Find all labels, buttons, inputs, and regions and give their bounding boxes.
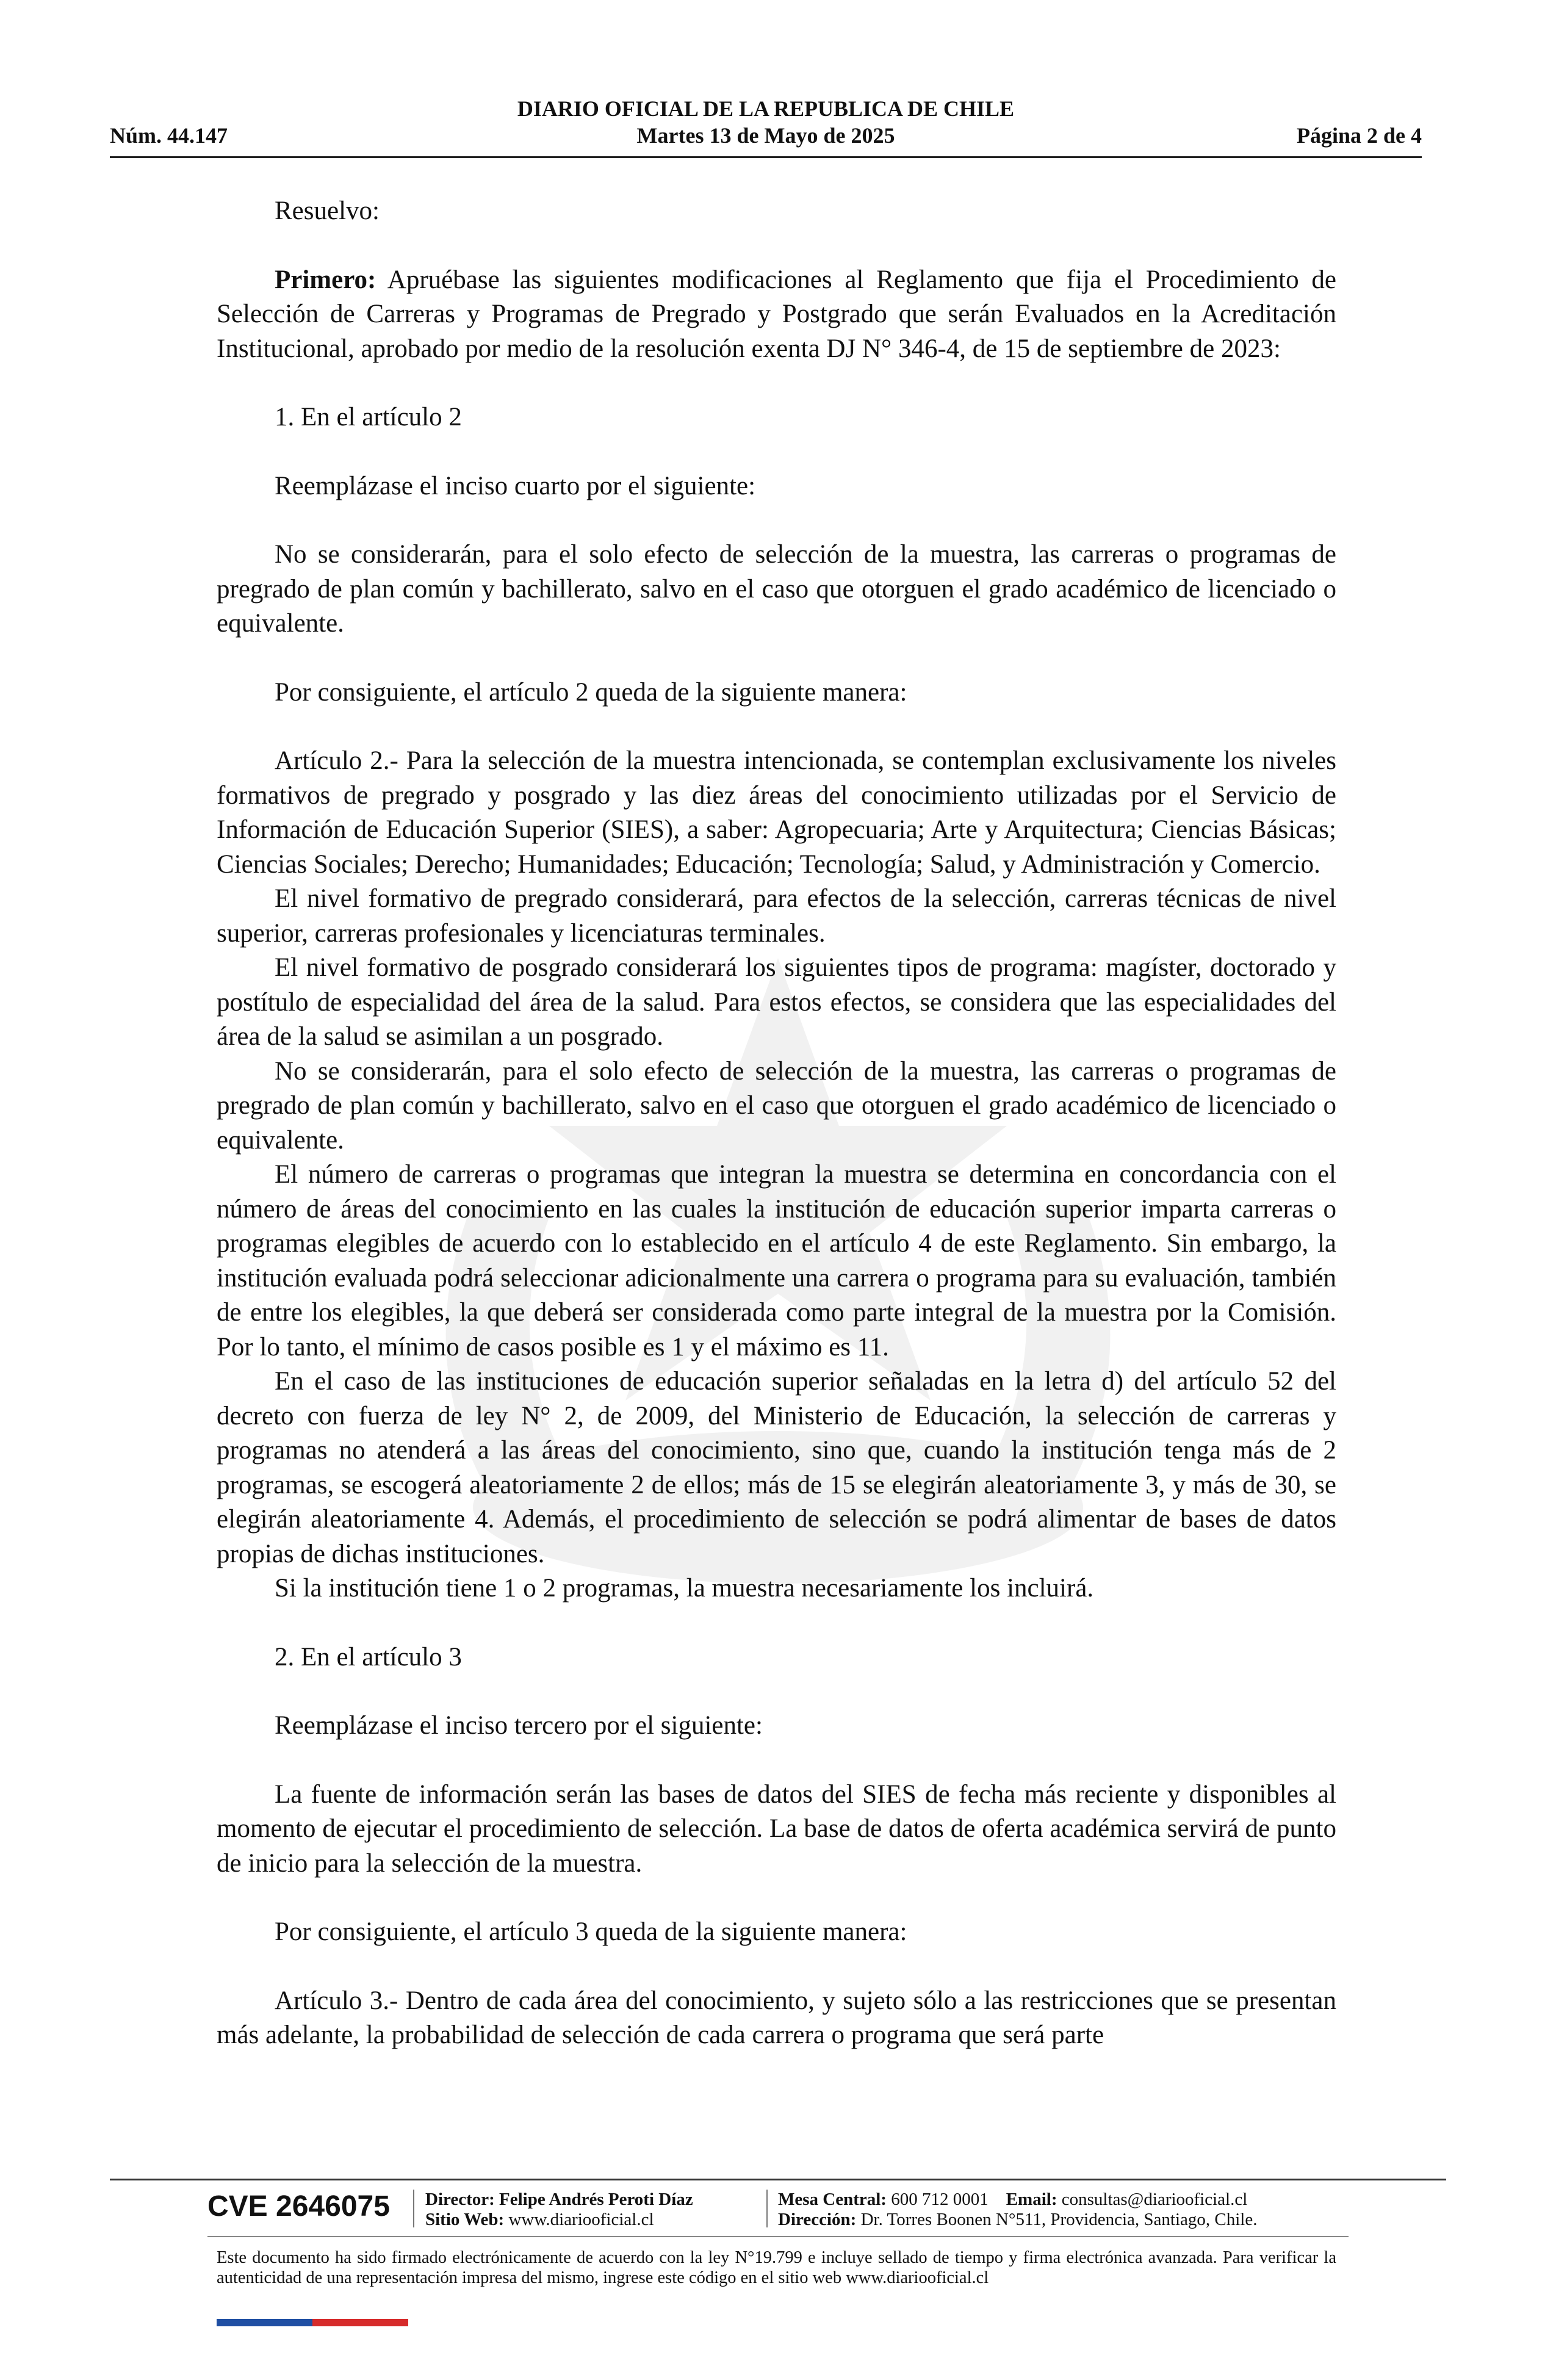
item-1-heading: 1. En el artículo 2 [275, 403, 462, 431]
flag-bar-red [312, 2319, 408, 2326]
address-label: Dirección: [778, 2210, 857, 2229]
consequence-note-2: Por consiguiente, el artículo 2 queda de la siguiente manera: [275, 677, 907, 707]
issue-date: Martes 13 de Mayo de 2025 [636, 123, 895, 148]
footer-inner-divider [207, 2236, 1349, 2237]
footer-separator [413, 2190, 414, 2227]
footer-contact-block [778, 2190, 1257, 2230]
email-link[interactable]: consultas@diariooficial.cl [1061, 2190, 1248, 2209]
flag-bar-blue [217, 2319, 312, 2326]
item-2-heading: 2. En el artículo 3 [275, 1642, 462, 1671]
footer-separator [766, 2190, 768, 2227]
primero-paragraph [217, 263, 1336, 367]
article-3-paragraph-1: Artículo 3.- Dentro de cada área del conocimiento, y sujeto sólo a las restricciones que se presentan más adelante, la probabilidad de selección de cada carrera o programa que será parte [217, 1986, 1336, 2049]
issue-number: Núm. 44.147 [110, 123, 228, 148]
article-2-paragraph-3: El nivel formativo de posgrado considerará los siguientes tipos de programa: magíster, doctorado y postítulo de especialidad del área de la salud. Para estos efectos, se considera que las especialidades del área de la salud se asimilan a un posgrado. [217, 953, 1336, 1051]
mesa-phone: 600 712 0001 [891, 2190, 989, 2209]
director-label: Director: [425, 2190, 495, 2209]
website-label: Sitio Web: [425, 2210, 505, 2229]
replace-instruction-2: Reemplázase el inciso tercero por el siguiente: [275, 1711, 763, 1740]
newspaper-title: DIARIO OFICIAL DE LA REPUBLICA DE CHILE [517, 96, 1015, 121]
document-body [217, 194, 1336, 2053]
legal-notice: Este documento ha sido firmado electrónicamente de acuerdo con la ley N°19.799 e incluye sellado de tiempo y firma electrónica avanzada. Para verificar la autenticidad de una representación impresa del mismo, ingrese este código en el sitio web www.diariooficial.cl [217, 2248, 1336, 2287]
cve-code: CVE 2646075 [207, 2190, 390, 2223]
website-link[interactable]: www.diariooficial.cl [508, 2210, 654, 2229]
primero-text: Apruébase las siguientes modificaciones al Reglamento que fija el Procedimiento de Selección de Carreras y Programas de Pregrado y Postgrado que serán Evaluados en la Acreditación Institucional, aprobado por medio de la resolución exenta DJ N° 346-4, de 15 de septiembre de 2023: [217, 265, 1336, 363]
replacement-text-1: No se considerarán, para el solo efecto de selección de la muestra, las carreras o programas de pregrado de plan común y bachillerato, salvo en el caso que otorguen el grado académico de licenciado o equivalente. [217, 540, 1336, 638]
replace-instruction-1: Reemplázase el inciso cuarto por el siguiente: [275, 471, 756, 500]
address-value: Dr. Torres Boonen N°511, Providencia, Santiago, Chile. [860, 2210, 1258, 2229]
resuelvo-heading: Resuelvo: [275, 197, 380, 225]
footer-director-block [425, 2190, 693, 2230]
mesa-label: Mesa Central: [778, 2190, 887, 2209]
email-label: Email: [1006, 2190, 1057, 2209]
primero-label: Primero: [275, 265, 376, 294]
consequence-note-3: Por consiguiente, el artículo 3 queda de la siguiente manera: [275, 1917, 907, 1946]
article-2-paragraph-1: Artículo 2.- Para la selección de la muestra intencionada, se contemplan exclusivamente los niveles formativos de pregrado y posgrado y las diez áreas del conocimiento utilizadas por el Servicio de Información de Educación Superior (SIES), a saber: Agropecuaria; Arte y Arquitectura; Ciencias Básicas; Ciencias Sociales; Derecho; Humanidades; Educación; Tecnología; Salud, y Administración y Comercio. [217, 746, 1336, 879]
article-2-paragraph-5: El número de carreras o programas que integran la muestra se determina en concordancia con el número de áreas del conocimiento en las cuales la institución de educación superior imparta carreras o programas elegibles de acuerdo con lo establecido en el artículo 4 de este Reglamento. Sin embargo, la institución evaluada podrá seleccionar adicionalmente una carrera o programa para su evaluación, también de entre los elegibles, la que deberá ser considerada como parte integral de la muestra por la Comisión. Por lo tanto, el mínimo de casos posible es 1 y el máximo es 11. [217, 1160, 1336, 1361]
page-header [110, 90, 1422, 157]
director-name: Felipe Andrés Peroti Díaz [499, 2190, 693, 2209]
article-2-paragraph-6: En el caso de las instituciones de educación superior señaladas en la letra d) del artículo 52 del decreto con fuerza de ley N° 2, de 2009, del Ministerio de Educación, la selección de carreras y programas no atenderá a las áreas del conocimiento, sino que, cuando la institución tenga más de 2 programas, se escogerá aleatoriamente 2 de ellos; más de 15 se elegirán aleatoriamente 3, y más de 30, se elegirán aleatoriamente 4. Además, el procedimiento de selección se podrá alimentar de bases de datos propias de dichas instituciones. [217, 1367, 1336, 1568]
page-indicator: Página 2 de 4 [1296, 123, 1422, 148]
article-2-paragraph-2: El nivel formativo de pregrado considerará, para efectos de la selección, carreras técnicas de nivel superior, carreras profesionales y licenciaturas terminales. [217, 884, 1336, 948]
header-divider [110, 156, 1422, 158]
article-2-paragraph-4: No se considerarán, para el solo efecto de selección de la muestra, las carreras o programas de pregrado de plan común y bachillerato, salvo en el caso que otorguen el grado académico de licenciado o equivalente. [217, 1056, 1336, 1155]
article-2-paragraph-7: Si la institución tiene 1 o 2 programas, la muestra necesariamente los incluirá. [275, 1574, 1094, 1603]
footer-divider [110, 2179, 1446, 2180]
replacement-text-2: La fuente de información serán las bases de datos del SIES de fecha más reciente y disponibles al momento de ejecutar el procedimiento de selección. La base de datos de oferta académica servirá de punto de inicio para la selección de la muestra. [217, 1780, 1336, 1878]
